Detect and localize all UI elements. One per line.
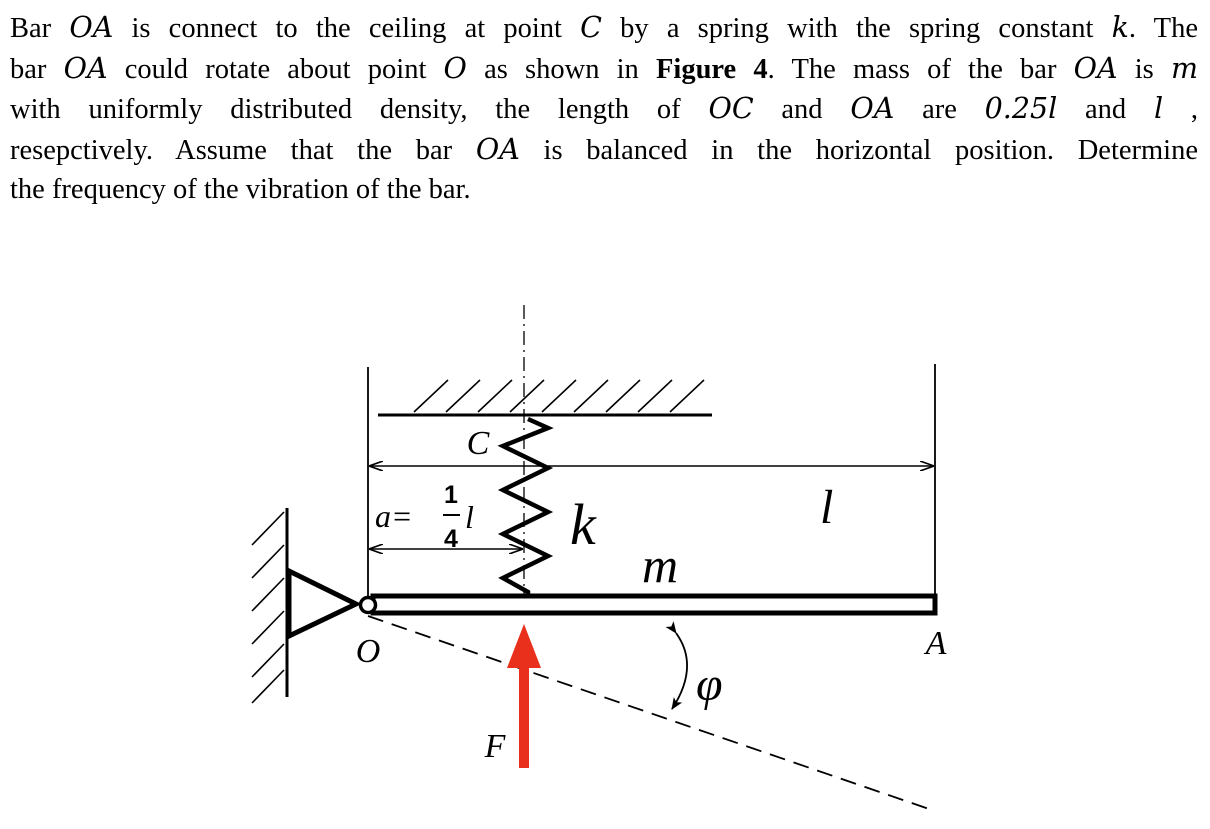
math-symbol: O	[443, 51, 467, 85]
text-segment: . The	[1128, 13, 1198, 44]
pivot-pin-O	[361, 598, 376, 613]
label-O: O	[355, 633, 381, 670]
text-segment: . The mass of the bar	[767, 53, 1074, 85]
text-segment: by a spring with the spring constant	[601, 13, 1112, 44]
label-F: F	[484, 728, 506, 765]
math-symbol: l	[1153, 92, 1164, 125]
text-segment: the frequency of the vibration of the bar.	[10, 174, 471, 205]
math-symbol: OA	[1073, 51, 1118, 85]
text-segment: could rotate about point	[107, 53, 444, 85]
math-symbol: C	[580, 11, 602, 44]
label-phi: φ	[696, 658, 723, 711]
label-C: C	[466, 425, 490, 462]
angle-phi-arc	[672, 633, 687, 709]
text-segment: as shown in	[466, 53, 656, 85]
text-segment: are	[894, 94, 985, 125]
wall-support	[252, 508, 287, 703]
text-segment: and	[1057, 94, 1154, 125]
figure-reference: Figure 4	[656, 53, 768, 85]
spring-k	[503, 419, 548, 598]
text-segment: ,	[1163, 94, 1198, 125]
ceiling	[378, 380, 712, 415]
math-symbol: k	[1111, 11, 1129, 44]
label-fraction-numerator: 1	[444, 481, 458, 509]
text-segment: is	[1117, 53, 1171, 85]
label-fraction-denominator: 4	[444, 525, 458, 553]
label-l: l	[820, 481, 834, 534]
text-segment: and	[753, 94, 851, 125]
label-k: k	[570, 492, 596, 557]
label-a-equals: a=	[375, 498, 413, 534]
text-segment: is balanced in the horizontal position. Determine	[519, 134, 1198, 166]
text-segment: bar	[10, 53, 64, 85]
bar-OA	[373, 596, 935, 613]
text-segment: resepctively. Assume that the bar	[10, 134, 476, 166]
math-symbol: OA	[63, 51, 108, 85]
math-symbol: OA	[475, 132, 520, 166]
force-F-arrow	[507, 624, 541, 768]
math-symbol: m	[1170, 51, 1198, 85]
label-m: m	[642, 537, 679, 593]
text-segment: with uniformly distributed density, the length of	[10, 94, 709, 125]
label-A: A	[925, 625, 947, 662]
math-symbol: 0.25l	[984, 92, 1058, 125]
math-symbol: OA	[69, 11, 114, 44]
text-segment: Bar	[10, 13, 70, 44]
math-symbol: OC	[708, 92, 754, 125]
rotated-bar-dashed-line	[368, 616, 932, 810]
pin-support-triangle	[289, 571, 356, 636]
math-symbol: OA	[850, 92, 895, 125]
label-a-l: l	[465, 499, 474, 535]
text-segment: is connect to the ceiling at point	[113, 13, 581, 44]
